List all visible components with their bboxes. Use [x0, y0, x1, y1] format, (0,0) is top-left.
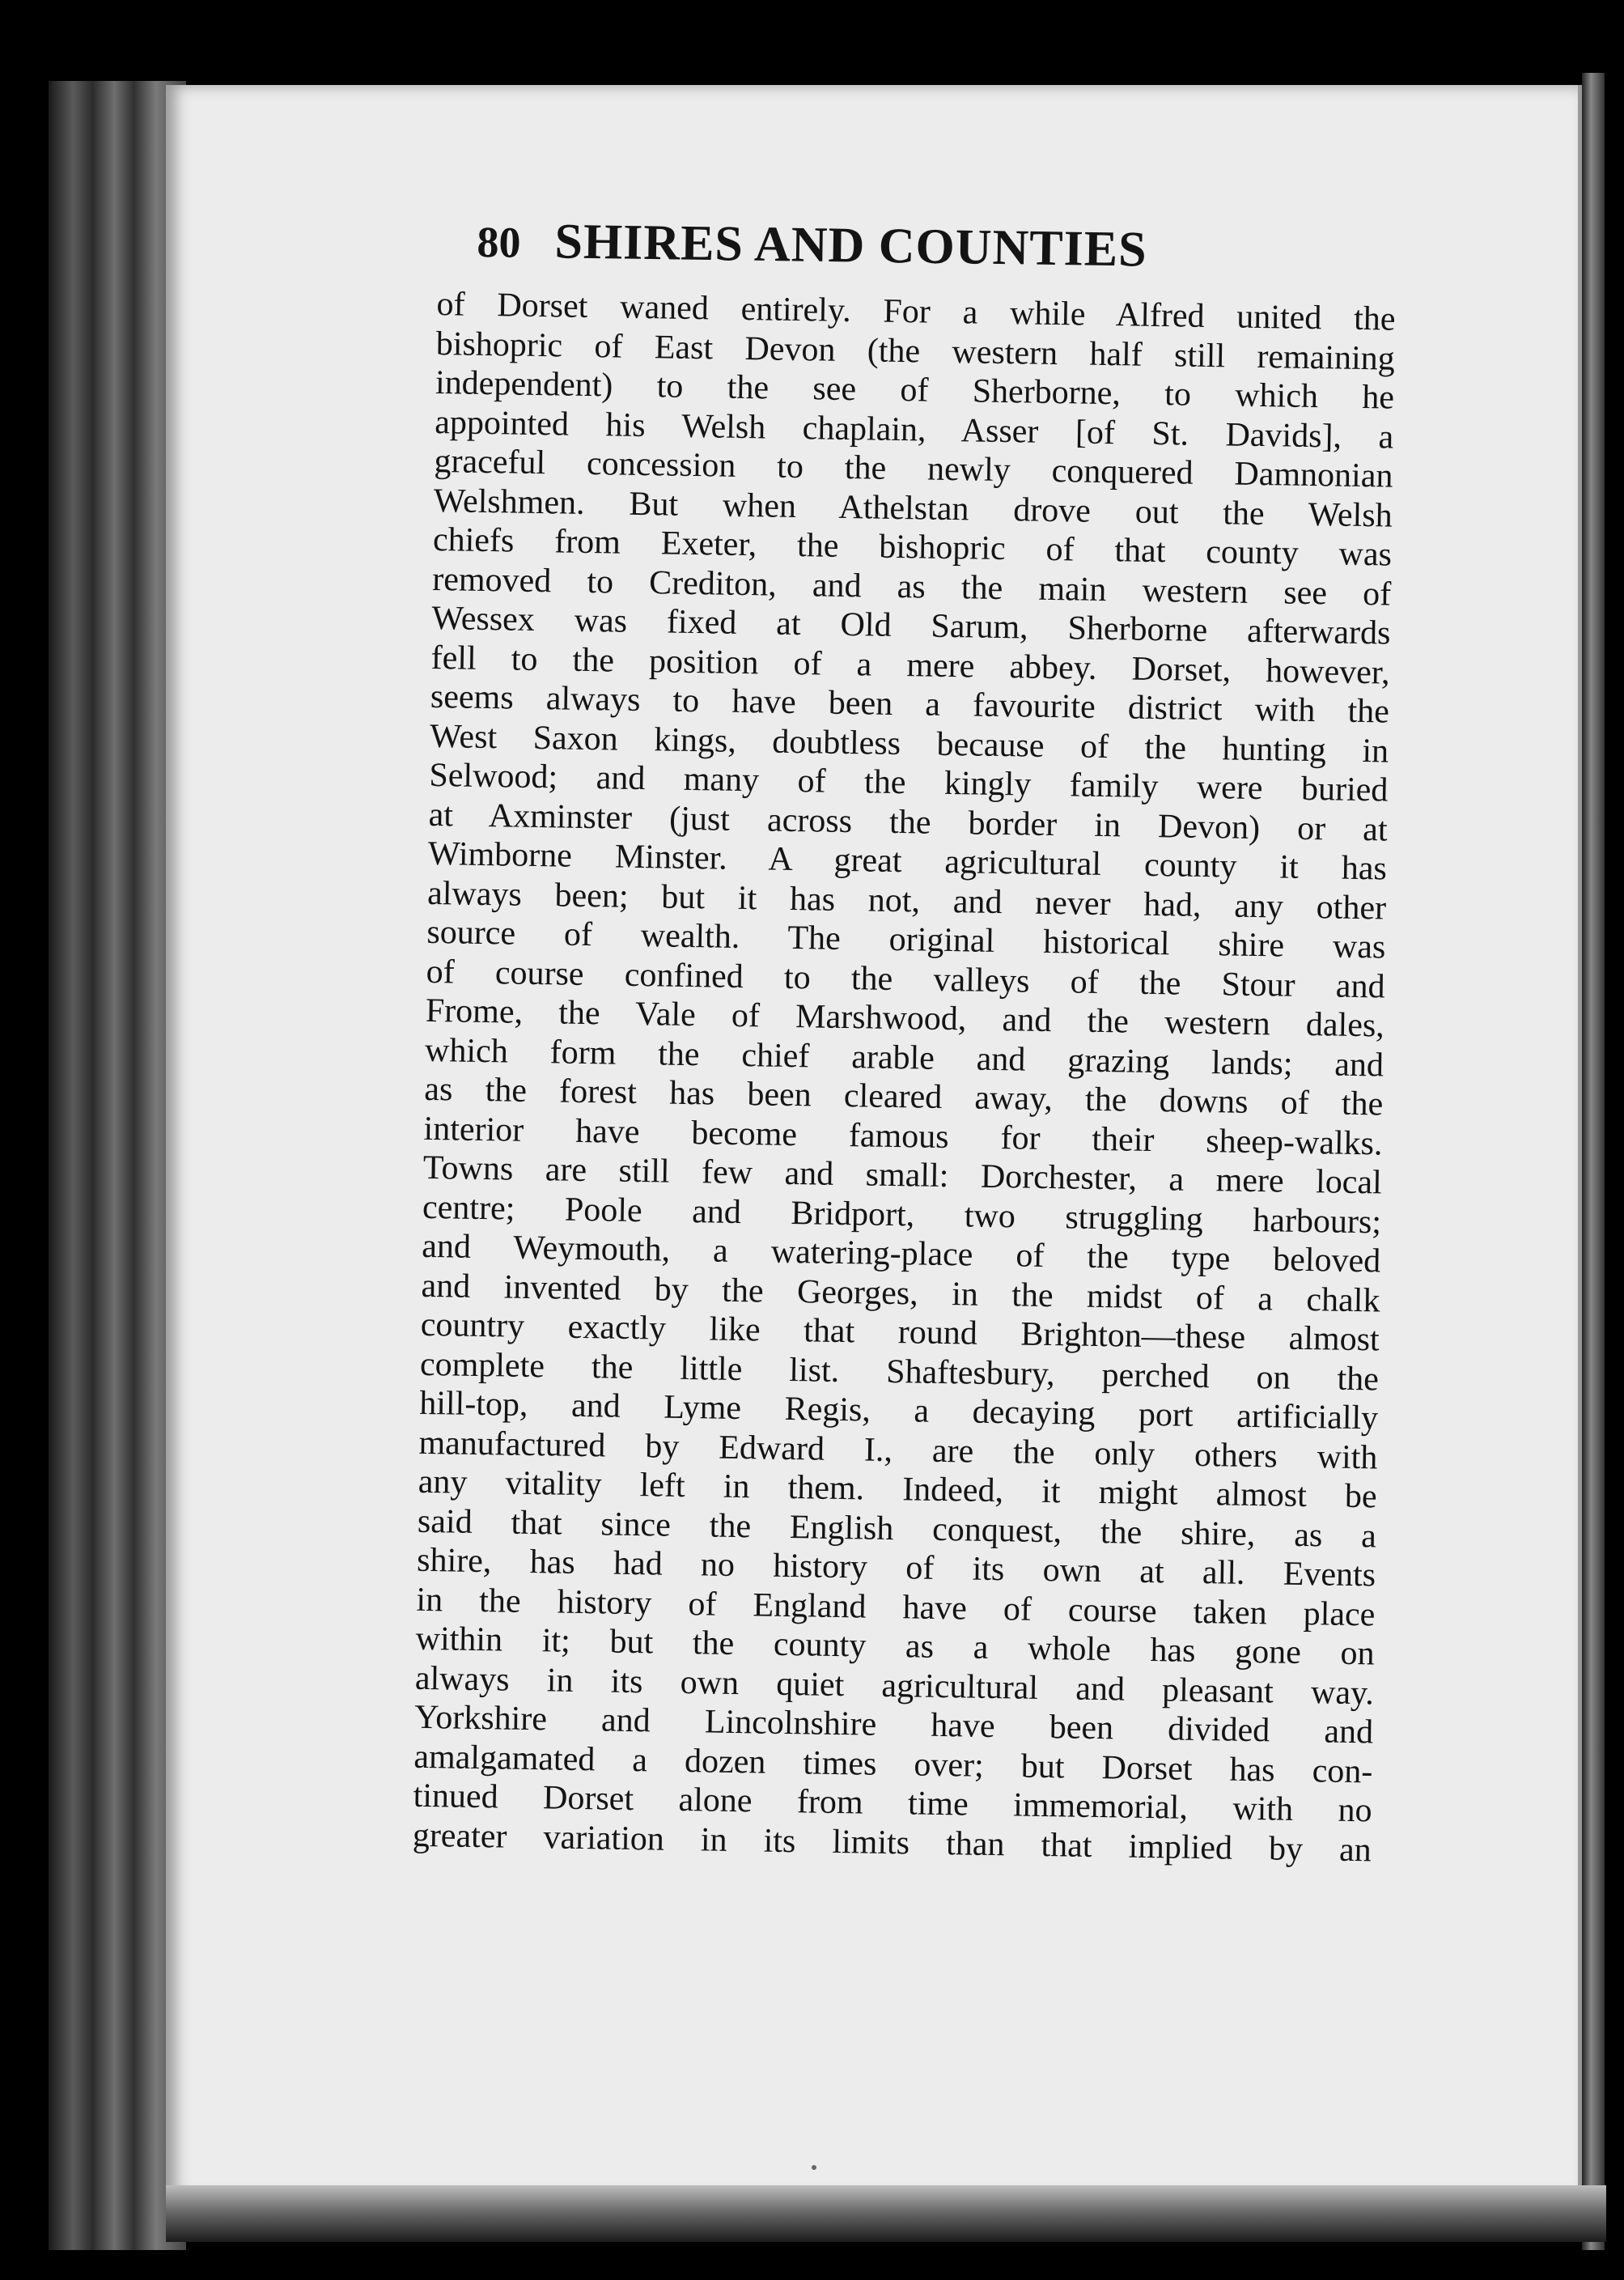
- text-line: tinued Dorset alone from time immemorial, with no: [413, 1777, 1372, 1830]
- text-line: graceful concession to the newly conquered Damnonian: [434, 442, 1393, 495]
- text-line: country exactly like that round Brighton—these almost: [420, 1306, 1380, 1359]
- running-header: [477, 212, 1287, 281]
- text-line: hill-top, and Lyme Regis, a decaying port artificially: [418, 1384, 1379, 1437]
- text-line: interior have become famous for their sheep-walks.: [423, 1110, 1383, 1162]
- text-line: source of wealth. The original historical shire was: [426, 913, 1386, 966]
- text-line: appointed his Welsh chaplain, Asser [of St. Davids], a: [434, 403, 1394, 456]
- text-line: Selwood; and many of the kingly family were buried: [429, 756, 1389, 809]
- text-line: Wimborne Minster. A great agricultural county it has: [427, 834, 1388, 888]
- text-line: removed to Crediton, and as the main western see of: [431, 560, 1392, 614]
- text-line: which form the chief arable and grazing lands; and: [424, 1031, 1384, 1084]
- text-line: always in its own quiet agricultural and pleasant way.: [414, 1659, 1375, 1712]
- page-number: 80: [477, 217, 521, 267]
- text-line: independent) to the see of Sherborne, to which he: [435, 363, 1395, 417]
- text-line: chiefs from Exeter, the bishopric of that county was: [432, 520, 1393, 574]
- text-line: Wessex was fixed at Old Sarum, Sherborne afterwards: [431, 599, 1391, 652]
- text-line: and Weymouth, a watering-place of the type beloved: [421, 1227, 1381, 1280]
- text-line: bishopric of East Devon (the western half still remaining: [435, 325, 1396, 378]
- body-text: [413, 285, 1396, 1870]
- text-line: as the forest has been cleared away, the downs of the: [424, 1070, 1384, 1123]
- text-line: Welshmen. But when Athelstan drove out the Welsh: [433, 482, 1393, 535]
- text-line: manufactured by Edward I., are the only others with: [418, 1424, 1378, 1476]
- text-line: always been; but it has not, and never had, any other: [426, 874, 1387, 928]
- text-line: Towns are still few and small: Dorchester, a mere local: [422, 1148, 1383, 1202]
- text-line: of Dorset waned entirely. For a while Alfred united the: [436, 285, 1396, 338]
- text-line: at Axminster (just across the border in Devon) or at: [428, 796, 1388, 849]
- text-line: West Saxon kings, doubtless because of the hunting in: [429, 717, 1389, 771]
- text-line: seems always to have been a favourite district with the: [430, 677, 1390, 731]
- text-line: fell to the position of a mere abbey. Dorset, however,: [430, 639, 1390, 692]
- text-line: and invented by the Georges, in the midst of a chalk: [421, 1267, 1380, 1319]
- text-line: Yorkshire and Lincolnshire have been divided and: [413, 1698, 1374, 1751]
- book-bottom-edge: [166, 2185, 1606, 2242]
- text-line: greater variation in its limits than that implied by an: [412, 1816, 1372, 1869]
- text-line: Frome, the Vale of Marshwood, and the western dales,: [425, 991, 1385, 1045]
- text-line: any vitality left in them. Indeed, it might almost be: [418, 1463, 1377, 1516]
- running-title: SHIRES AND COUNTIES: [554, 214, 1148, 278]
- text-line: in the history of England have of course taken place: [416, 1581, 1376, 1633]
- book-right-edge: [1582, 73, 1605, 2250]
- text-line: complete the little list. Shaftesbury, perched on the: [419, 1345, 1380, 1398]
- text-line: centre; Poole and Bridport, two struggling harbours;: [422, 1188, 1382, 1241]
- text-line: shire, has had no history of its own at all. Events: [416, 1541, 1376, 1594]
- text-line: amalgamated a dozen times over; but Dorset has con-: [413, 1738, 1373, 1790]
- page-speck: [812, 2165, 816, 2170]
- text-line: said that since the English conquest, the shire, as a: [417, 1502, 1377, 1555]
- text-line: within it; but the county as a whole has gone on: [415, 1620, 1375, 1673]
- text-line: of course confined to the valleys of the Stour and: [426, 953, 1385, 1006]
